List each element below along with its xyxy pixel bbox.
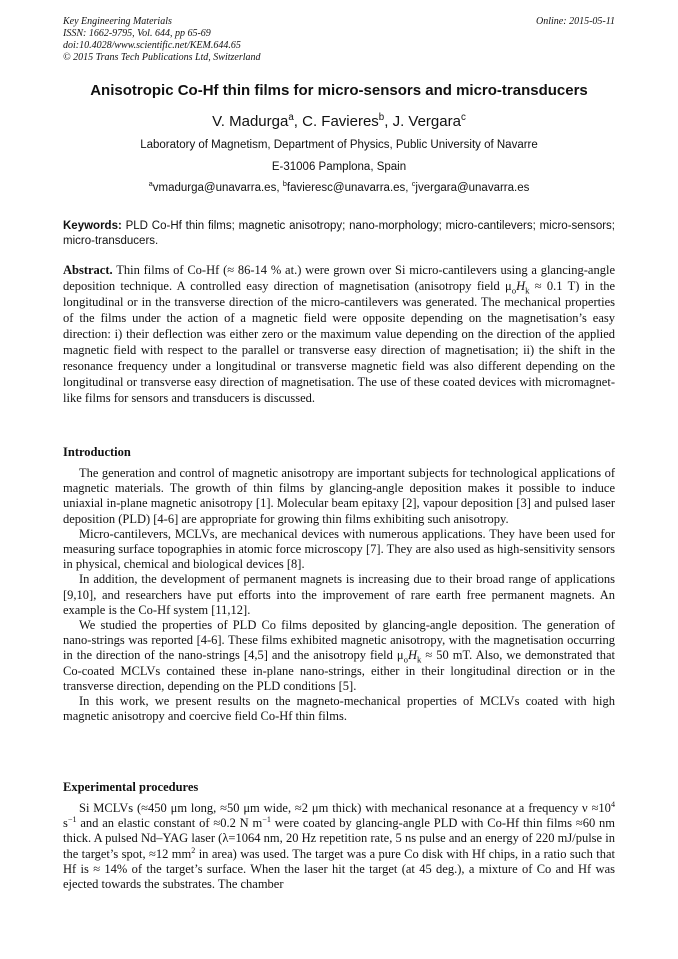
author-3-mark: c	[460, 112, 466, 123]
keywords	[63, 219, 615, 249]
paper-title: Anisotropic Co-Hf thin films for micro-sensors and micro-transducers	[90, 82, 588, 99]
author-separator: ,	[384, 113, 393, 130]
email-separator: ,	[405, 182, 412, 194]
email-2: favieresc@unavarra.es	[286, 182, 406, 194]
exp-superscript: −1	[262, 815, 271, 825]
author-3: J. Vergara	[392, 113, 461, 130]
abstract-text-1: Thin films of Co-Hf (≈ 86-14 % at.) were grown over Si micro-cantilevers using a glancing-angle deposition technique. A controlled easy direction of magnetisation (anisotropy field μ	[63, 263, 615, 293]
abstract-symbol-h: H	[516, 279, 526, 293]
introduction-heading: Introduction	[63, 445, 131, 459]
exp-text-b: s	[63, 816, 68, 831]
intro-p4-symbol-h: H	[407, 648, 417, 663]
journal-name: Key Engineering Materials	[63, 16, 172, 27]
exp-text-c: and an elastic constant of ≈0.2 N m	[76, 816, 263, 831]
keywords-label: Keywords:	[63, 220, 122, 232]
intro-p4-subscript: k	[416, 654, 422, 665]
author-1: V. Madurga	[212, 113, 289, 130]
experimental-paragraph-1	[63, 801, 615, 892]
affiliation-address: E-31006 Pamplona, Spain	[271, 161, 407, 173]
journal-header	[63, 16, 615, 64]
abstract-subscript: k	[525, 285, 530, 296]
intro-paragraph-1: The generation and control of magnetic anisotropy are important subjects for technological applications of magnetic materials. The growth of thin films by glancing-angle deposition makes it possible to induce uniaxial in-plane magnetic anisotropy [1]. Molecular beam epitaxy [2], vapour deposition [3] and pulsed laser deposition (PLD) [4-6] are appropriate for growing thin films exhibiting such anisotropy.	[63, 466, 615, 526]
author-list	[40, 113, 638, 130]
intro-p4-subscript: o	[403, 654, 408, 665]
intro-paragraph-2: Micro-cantilevers, MCLVs, are mechanical devices with numerous applications. They have been used for measuring surface topographies in atomic force microscopy [7]. They are also used as high-sensitivity sensors in physical, chemical and biological devices [8].	[63, 526, 615, 572]
author-1-mark: a	[288, 112, 294, 123]
exp-superscript: −1	[67, 815, 77, 825]
email-1-mark: a	[148, 179, 153, 189]
exp-superscript: 4	[610, 799, 615, 809]
keywords-text: PLD Co-Hf thin films; magnetic anisotropy; nano-morphology; micro-cantilevers; micro-sensors; micro-transducers.	[63, 220, 615, 247]
author-2-mark: b	[378, 112, 385, 123]
exp-superscript: 2	[191, 845, 196, 855]
email-separator: ,	[276, 182, 283, 194]
issn-line: ISSN: 1662-9795, Vol. 644, pp 65-69	[63, 28, 211, 39]
intro-p4-text-1: We studied the properties of PLD Co films deposited by glancing-angle deposition. The generation of nano-strings was reported [4-6]. These films exhibited magnetic anisotropy, with the magnetisation occurring in the direction of the nano-strings [4,5] and the anisotropy field μ	[63, 618, 615, 663]
copyright-line: © 2015 Trans Tech Publications Ltd, Switzerland	[63, 52, 261, 63]
email-list	[40, 179, 638, 194]
email-3-mark: c	[411, 179, 416, 189]
intro-paragraph-3: In addition, the development of permanent magnets is increasing due to their broad range of applications [9,10], and researchers have put efforts into the improvement of rare earth free permanent magnets. An example is the Co-Hf system [11,12].	[63, 572, 615, 617]
exp-text-a: Si MCLVs (≈450 μm long, ≈50 μm wide, ≈2 μm thick) with mechanical resonance at a frequency ν ≈10	[79, 801, 611, 815]
email-1: vmadurga@unavarra.es	[152, 182, 277, 194]
affiliation-department: Laboratory of Magnetism, Department of Physics, Public University of Navarre	[140, 139, 538, 151]
doi-line: doi:10.4028/www.scientific.net/KEM.644.65	[63, 40, 241, 51]
email-3: jvergara@unavarra.es	[415, 182, 530, 194]
intro-paragraph-5: In this work, we present results on the magneto-mechanical properties of MCLVs coated with high magnetic anisotropy and coercive field Co-Hf thin films.	[63, 694, 615, 724]
abstract-label: Abstract.	[63, 263, 113, 277]
experimental-body	[63, 801, 615, 892]
author-2: C. Favieres	[302, 113, 379, 130]
experimental-heading: Experimental procedures	[63, 780, 199, 794]
exp-text-e: in area) was used. The target was a pure Co disk with Hf chips, in a ratio such that Hf is ≈ 14% of the target’s surface. When the laser hit the target (at 45 deg.), a mixture of Co and Hf was ejected towards the substrates. The chamber	[63, 846, 615, 892]
email-2-mark: b	[282, 179, 287, 189]
abstract-subscript: o	[511, 285, 517, 296]
intro-paragraph-4	[63, 618, 615, 694]
introduction-body	[63, 466, 615, 724]
author-separator: ,	[293, 113, 303, 130]
abstract	[63, 262, 615, 406]
abstract-text-2: ≈ 0.1 T) in the longitudinal or in the transverse direction of the micro-cantilevers was generated. The mechanical properties of the films under the action of a magnetic field were opposite depending on the magnetisation’s easy direction: i) their deflection was either zero or the maximum value depending on the direction of the applied magnetic field with respect to the parallel or transverse easy direction of magnetisation; ii) the shift in the resonance frequency under a longitudinal or transverse magnetic field was also different depending on the longitudinal or transverse easy direction of magnetisation. The use of these coated devices with micromagnet-like films for sensors and transducers is discussed.	[63, 279, 615, 405]
intro-p4-text-2: ≈ 50 mT. Also, we demonstrated that Co-coated MCLVs contained these in-plane nano-strings, either in their longitudinal direction or in the transverse direction, depending on the PLD conditions [5].	[63, 648, 615, 693]
exp-text-d: were coated by glancing-angle PLD with Co-Hf thin films ≈60 nm thick. A pulsed Nd–YAG laser (λ=1064 nm, 20 Hz repetition rate, 5 ns pulse and an energy of 220 mJ/pulse in the target’s spot, ≈12 mm	[63, 816, 615, 861]
online-date: Online: 2015-05-11	[536, 16, 615, 27]
